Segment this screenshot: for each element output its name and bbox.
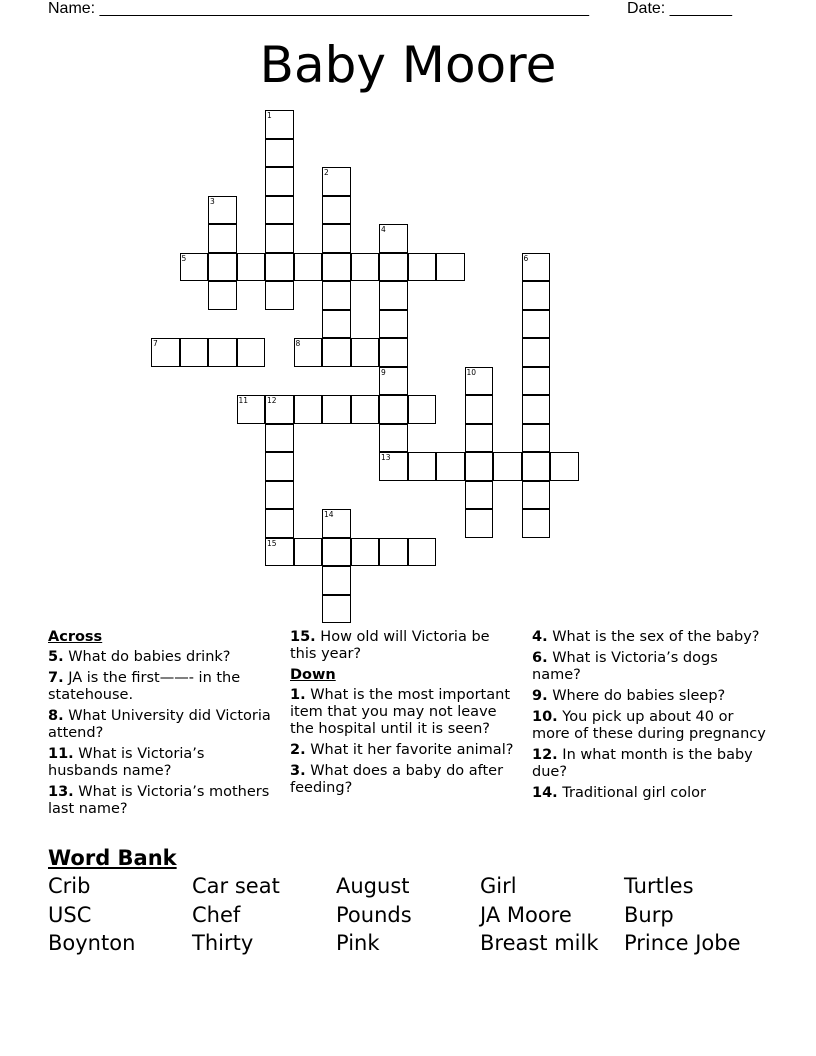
clue-number: 14 [324, 510, 334, 519]
crossword-cell[interactable] [294, 538, 323, 567]
crossword-cell[interactable] [208, 338, 237, 367]
clue-number: 15 [267, 538, 277, 548]
clue-number: 4 [381, 225, 386, 234]
clue-number: 10 [466, 367, 477, 377]
crossword-cell[interactable] [522, 424, 551, 453]
crossword-cell[interactable] [180, 338, 209, 367]
down-heading: Down [290, 667, 336, 683]
word-bank-item: Boynton [48, 931, 136, 955]
clues-column-1 [48, 629, 278, 822]
word-bank-item: Turtles [624, 874, 694, 898]
crossword-cell[interactable] [265, 281, 294, 310]
crossword-cell[interactable] [351, 538, 380, 567]
crossword-cell[interactable] [465, 367, 494, 396]
crossword-cell[interactable] [379, 310, 408, 339]
crossword-cell[interactable] [322, 196, 351, 225]
crossword-cell[interactable] [550, 452, 579, 481]
crossword-cell[interactable] [265, 509, 294, 538]
crossword-cell[interactable] [294, 253, 323, 282]
crossword-cell[interactable] [351, 338, 380, 367]
crossword-cell[interactable] [522, 253, 551, 282]
word-bank-item: Prince Jobe [624, 931, 741, 955]
clue-across-13: 13. What is Victoria’s mothers last name? [48, 784, 270, 817]
crossword-cell[interactable] [379, 253, 408, 282]
clue-number: 12 [267, 396, 277, 405]
crossword-cell[interactable] [237, 338, 266, 367]
crossword-cell[interactable] [522, 281, 551, 310]
word-bank-item: Pounds [336, 903, 412, 927]
clue-number: 6 [523, 253, 529, 263]
crossword-cell[interactable] [322, 310, 351, 339]
crossword-cell[interactable] [322, 224, 351, 253]
crossword-cell[interactable] [237, 395, 266, 424]
word-bank-item: Chef [192, 903, 241, 927]
clue-down-1: 1. What is the most important item that you may not leave the hospital until it is seen? [290, 687, 511, 737]
crossword-cell[interactable] [265, 481, 294, 510]
clue-down-14: 14. Traditional girl color [532, 785, 706, 801]
crossword-cell[interactable] [379, 452, 408, 481]
clue-down-2: 2. What it her favorite animal? [290, 742, 514, 758]
clue-down-9: 9. Where do babies sleep? [532, 688, 726, 704]
crossword-cell[interactable] [522, 509, 551, 538]
crossword-cell[interactable] [180, 253, 209, 282]
clue-down-3: 3. What does a baby do after feeding? [290, 763, 504, 796]
crossword-cell[interactable] [465, 395, 494, 424]
crossword-cell[interactable] [208, 281, 237, 310]
word-bank-item: USC [48, 903, 92, 927]
crossword-cell[interactable] [265, 139, 294, 168]
crossword-cell[interactable] [151, 338, 180, 367]
crossword-cell[interactable] [522, 367, 551, 396]
word-bank-item: Thirty [192, 931, 254, 955]
crossword-cell[interactable] [465, 481, 494, 510]
clue-number: 3 [210, 196, 215, 206]
word-bank-item: Crib [48, 874, 91, 898]
word-bank-item: Girl [480, 874, 517, 898]
crossword-cell[interactable] [322, 253, 351, 282]
clue-down-12: 12. In what month is the baby due? [532, 747, 753, 780]
crossword-cell[interactable] [265, 110, 294, 139]
crossword-cell[interactable] [408, 253, 437, 282]
crossword-cell[interactable] [465, 452, 494, 481]
clue-number: 2 [324, 168, 329, 177]
crossword-cell[interactable] [265, 253, 294, 282]
crossword-cell[interactable] [322, 338, 351, 367]
crossword-cell[interactable] [408, 538, 437, 567]
crossword-cell[interactable] [379, 338, 408, 367]
crossword-cell[interactable] [294, 395, 323, 424]
clue-number: 8 [295, 339, 301, 348]
crossword-cell[interactable] [322, 538, 351, 567]
name-line[interactable]: Name: _______________________________________________________ [48, 0, 589, 17]
word-bank-title: Word Bank [48, 846, 177, 870]
crossword-cell[interactable] [208, 224, 237, 253]
date-line[interactable]: Date: _______ [627, 0, 732, 17]
crossword-cell[interactable] [322, 167, 351, 196]
clue-number: 13 [381, 453, 391, 462]
crossword-cell[interactable] [436, 452, 465, 481]
crossword-cell[interactable] [522, 481, 551, 510]
crossword-cell[interactable] [379, 538, 408, 567]
crossword-cell[interactable] [379, 395, 408, 424]
crossword-cell[interactable] [408, 395, 437, 424]
across-heading: Across [48, 629, 103, 645]
crossword-cell[interactable] [379, 424, 408, 453]
crossword-cell[interactable] [379, 367, 408, 396]
crossword-cell[interactable] [465, 509, 494, 538]
page-title: Baby Moore [259, 36, 557, 94]
word-bank-item: Burp [624, 903, 674, 927]
crossword-cell[interactable] [322, 395, 351, 424]
clue-down-4: 4. What is the sex of the baby? [532, 629, 760, 645]
crossword-cell[interactable] [522, 395, 551, 424]
clue-number: 5 [181, 253, 187, 263]
clue-number: 9 [381, 367, 386, 377]
word-bank-item: Breast milk [480, 931, 599, 955]
word-bank-item: August [336, 874, 410, 898]
crossword-cell[interactable] [436, 253, 465, 282]
clue-across-7: 7. JA is the first——- in the statehouse. [48, 670, 241, 703]
crossword-cell[interactable] [522, 452, 551, 481]
crossword-cell[interactable] [265, 395, 294, 424]
crossword-cell[interactable] [522, 310, 551, 339]
clue-across-15: 15. How old will Victoria be this year? [290, 629, 490, 662]
crossword-cell[interactable] [237, 253, 266, 282]
clues-column-2 [290, 629, 515, 801]
crossword-cell[interactable] [322, 281, 351, 310]
clue-across-11: 11. What is Victoria’s husbands name? [48, 746, 205, 779]
crossword-cell[interactable] [465, 424, 494, 453]
crossword-cell[interactable] [265, 196, 294, 225]
crossword-cell[interactable] [208, 253, 237, 282]
clue-down-10: 10. You pick up about 40 or more of these during pregnancy [532, 709, 766, 742]
clue-number: 11 [238, 396, 249, 405]
word-bank-item: Pink [336, 931, 380, 955]
crossword-cell[interactable] [322, 509, 351, 538]
clues-column-3 [532, 629, 768, 806]
crossword-cell[interactable] [265, 167, 294, 196]
crossword-cell[interactable] [379, 224, 408, 253]
crossword-cell[interactable] [379, 281, 408, 310]
crossword-cell[interactable] [208, 196, 237, 225]
crossword-cell[interactable] [265, 224, 294, 253]
clue-across-5: 5. What do babies drink? [48, 649, 231, 665]
clue-number: 1 [267, 111, 272, 120]
crossword-cell[interactable] [294, 338, 323, 367]
crossword-cell[interactable] [522, 338, 551, 367]
crossword-cell[interactable] [351, 395, 380, 424]
crossword-cell[interactable] [265, 538, 294, 567]
crossword-cell[interactable] [322, 566, 351, 595]
crossword-cell[interactable] [351, 253, 380, 282]
word-bank-item: Car seat [192, 874, 280, 898]
clue-number: 7 [153, 339, 158, 348]
clue-down-6: 6. What is Victoria’s dogs name? [532, 650, 718, 683]
crossword-cell[interactable] [265, 452, 294, 481]
crossword-cell[interactable] [493, 452, 522, 481]
crossword-cell[interactable] [322, 595, 351, 624]
word-bank-item: JA Moore [480, 903, 572, 927]
clue-across-8: 8. What University did Victoria attend? [48, 708, 271, 741]
crossword-cell[interactable] [408, 452, 437, 481]
crossword-cell[interactable] [265, 424, 294, 453]
